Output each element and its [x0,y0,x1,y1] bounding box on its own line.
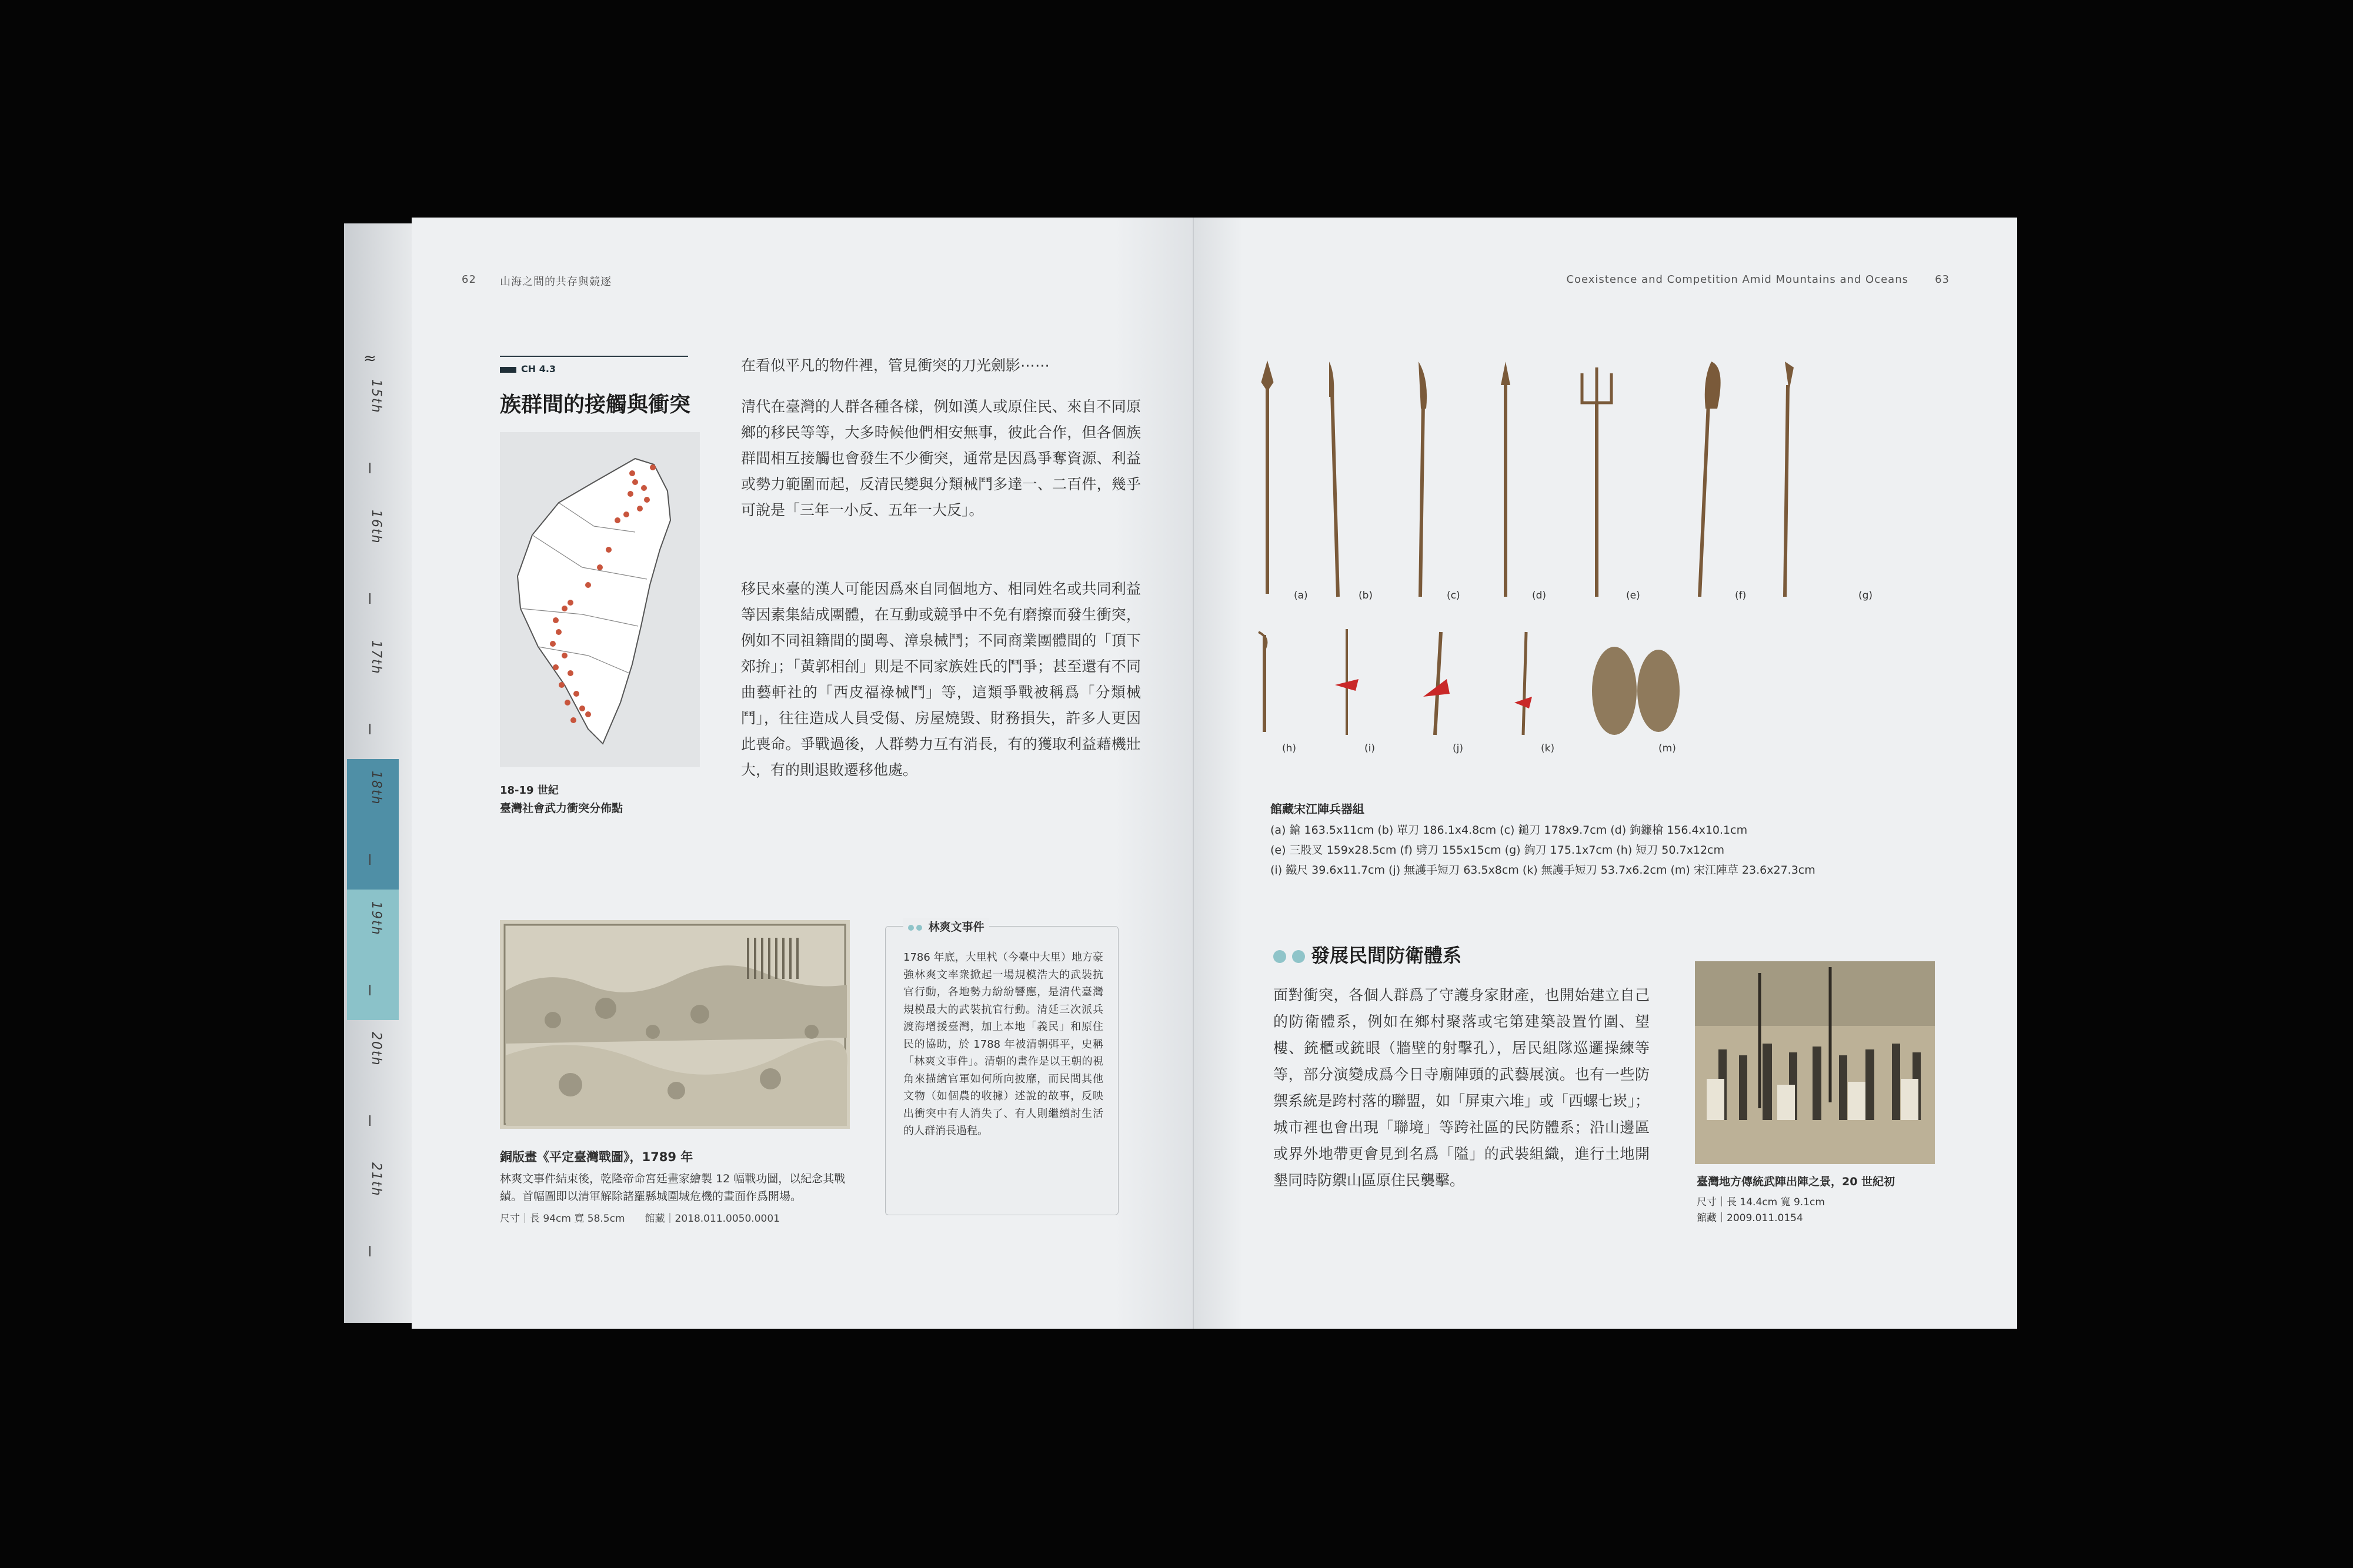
timeline-label: 19th [369,901,383,936]
sidebar-title: 林爽文事件 [903,918,989,934]
weapons-caption: (a) 鎗 163.5x11cm (b) 單刀 186.1x4.8cm (c) 鎚刀 178x9.7cm (d) 鉤鐮槍 156.4x10.1cm (e) 三股叉 159x28.5cm (f) 劈刀 155x15cm (g) 鉤刀 175.1x7cm (h) 短刀 50.7x12cm (i) 鐵尺 39.6x11.7cm (j) 無護手短刀 63.5x8cm (k) 無護手短刀 53.7x6.2cm (m) 宋江陣草 23.6x27.3cm [1270,824,1815,877]
weapon-label-b: (b) [1359,590,1373,601]
conflict-dot [644,497,650,503]
conflict-dot [556,629,562,635]
chapter-title: 族群間的接觸與衝突 [500,393,691,417]
timeline-label: 20th [369,1032,383,1066]
running-head-right: Coexistence and Competition Amid Mountains and Oceans [1566,273,1908,286]
conflict-dot [550,641,556,647]
conflict-dot [559,682,565,688]
conflict-dot [565,700,570,706]
weapon-label-k: (k) [1541,743,1555,754]
timeline-label: 15th [369,379,383,414]
timeline-label: 17th [369,640,383,675]
wave-icon: ≈ [363,350,376,367]
weapon-label-e: (e) [1626,590,1640,601]
conflict-dot [553,664,559,670]
timeline-tick [369,854,371,865]
weapon-label-d: (d) [1532,590,1547,601]
paragraph-1: 清代在臺灣的人群各種各樣，例如漢人或原住民、來自不同原鄉的移民等等，大多時候他們相安無事，彼此合作，但各個族群間相互接觸也會發生不少衝突，通常是因爲爭奪資源、利益或勢力範圍而起，反清民變與分類械鬥多達一、二百件，幾乎可說是「三年一小反、五年一大反」。 [741,398,1141,519]
conflict-dot [597,564,603,570]
weapon-label-a: (a) [1294,590,1308,601]
conflict-dot [562,606,568,611]
timeline-tick [369,985,371,995]
timeline-segment-19th [347,890,399,1020]
timeline-segment-18th [347,759,399,890]
map-caption-title: 臺灣社會武力衝突分佈點 [500,802,623,815]
timeline-tick [369,463,371,473]
timeline-label: 16th [369,510,383,544]
conflict-dot [632,479,638,485]
conflict-dot [650,464,656,470]
weapon-label-m: (m) [1658,743,1676,754]
right-page [1194,218,2017,1329]
taiwan-conflict-map [500,432,700,767]
weapon-label-c: (c) [1447,590,1460,601]
chapter-rule [500,356,688,357]
paragraph-2: 移民來臺的漢人可能因爲來自同個地方、相同姓名或共同利益等因素集結成團體，在互動或競爭中不免有磨擦而發生衝突，例如不同祖籍間的閩粵、漳泉械鬥；不同商業團體間的「頂下郊拚」；「黃郭相刣」則是不同家族姓氏的鬥爭；甚至還有不同曲藝軒社的「西皮福祿械鬥」等，這類爭戰被稱爲「分類械鬥」，往往造成人員受傷、房屋燒毀、財務損失，許多人更因此喪命。爭戰過後，人群勢力互有消長，有的獲取利益藉機壯大，有的則退敗遷移他處。 [741,580,1141,778]
paragraph-3: 面對衝突，各個人群爲了守護身家財產，也開始建立自己的防衛體系，例如在鄉村聚落或宅第建築設置竹圍、望樓、銃櫃或銃眼（牆壁的射擊孔），居民組隊巡邏操練等等，部分演變成爲今日寺廟陣頭的武藝展演。也有一些防禦系統是跨村落的聯盟，如「屏東六堆」或「西螺七崁」；城市裡也會出現「聯境」等跨社區的民防體系；沿山邊區或界外地帶更會見到名爲「隘」的武裝組織，進行土地開墾同時防禦山區原住民襲擊。 [1273,987,1650,1189]
book-spread [344,218,2017,1329]
weapons-caption-title: 館藏宋江陣兵器組 [1270,802,1364,816]
running-head-left: 山海之間的共存與競逐 [500,276,612,288]
weapon-label-h: (h) [1282,743,1297,754]
sidebar-box [885,921,1119,1215]
chapter-tag: CH 4.3 [500,363,556,375]
timeline-segment-16th [347,498,399,628]
timeline-segment-21th [347,1151,399,1281]
conflict-dot [628,491,633,497]
conflict-dot [606,547,612,553]
conflict-dot [568,600,573,606]
conflict-dot [641,485,647,491]
weapon-label-f: (f) [1735,590,1747,601]
conflict-dot [637,506,643,511]
weapon-label-g: (g) [1858,590,1873,601]
section-heading: 發展民間防衛體系 [1273,941,1461,968]
conflict-dot [568,670,573,676]
conflict-dot [585,711,591,717]
timeline-segment-17th [347,628,399,759]
martial-troupe-photo [1695,961,1935,1164]
photo-meta: 尺寸｜長 14.4cm 寬 9.1cm 館藏｜2009.011.0154 [1697,1196,1825,1224]
timeline-tick [369,724,371,734]
weapon-label-j: (j) [1453,743,1463,754]
conflict-dot [615,517,620,523]
conflict-dot [623,511,629,517]
page-number-right: 63 [1935,273,1950,286]
conflict-dot [562,653,568,658]
conflict-dot [573,691,579,697]
conflict-dot [629,470,635,476]
weapon-label-i: (i) [1364,743,1375,754]
photo-caption-title: 臺灣地方傳統武陣出陣之景，20 世紀初 [1697,1175,1895,1188]
copperplate-engraving-image [500,920,850,1129]
timeline-tick [369,593,371,604]
conflict-dot [553,617,559,623]
left-page [412,218,1194,1329]
map-caption-era: 18-19 世紀 [500,784,559,797]
timeline-segment-20th [347,1020,399,1151]
painting-meta: 尺寸｜長 94cm 寬 58.5cm 館藏｜2018.011.0050.0001 [500,1213,780,1225]
conflict-dot [585,582,591,588]
weapons-photo [1247,350,1882,791]
painting-caption-title: 銅版畫《平定臺灣戰圖》，1789 年 [500,1150,693,1164]
intro-line: 在看似平凡的物件裡，管見衝突的刀光劍影⋯⋯ [741,357,1050,374]
conflict-dot [570,717,576,723]
century-timeline [347,350,399,1267]
timeline-tick [369,1115,371,1126]
timeline-label: 21th [369,1162,383,1197]
page-number-left: 62 [462,273,476,286]
timeline-label: 18th [369,771,383,805]
sidebar-text: 1786 年底，大里杙（今臺中大里）地方豪強林爽文率衆掀起一場規模浩大的武裝抗官行動，各地勢力紛紛響應，是清代臺灣規模最大的武裝抗官行動。清廷三次派兵渡海增援臺灣，加上本地「義民」和原住民的協助，於 1788 年被清朝弭平，史稱「林爽文事件」。清朝的畫作是以王朝的視角來描繪官軍如何所向披靡，而民間其他文物（如個農的收據）述說的故事，反映出衝突中有人消失了、有人則繼續討生活的人群消長過程。 [903,951,1103,1137]
timeline-segment-15th [347,367,399,498]
conflict-dot [579,706,585,711]
timeline-tick [369,1246,371,1256]
painting-caption-text: 林爽文事件結束後，乾隆帝命宮廷畫家繪製 12 幅戰功圖，以紀念其戰績。首幅圖即以清軍解除諸羅縣城圍城危機的畫面作爲開場。 [500,1172,846,1203]
